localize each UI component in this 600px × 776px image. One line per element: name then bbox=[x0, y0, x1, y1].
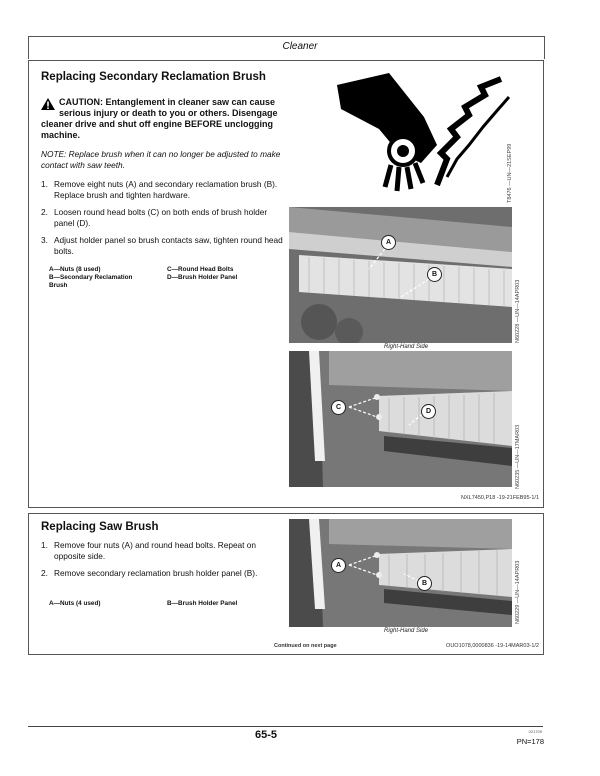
brush-photo-right-hand-side bbox=[289, 207, 512, 343]
legend-item: D—Brush Holder Panel bbox=[167, 274, 238, 281]
brush-panel-photo bbox=[289, 351, 512, 487]
figure-id: N60229 —UN—14APR03 bbox=[515, 560, 521, 624]
continued-notice: Continued on next page bbox=[274, 643, 337, 649]
step-text: Remove eight nuts (A) and secondary reclamation brush (B). Replace brush and tighten hardware. bbox=[54, 179, 278, 200]
page-number: 65-5 bbox=[255, 729, 278, 741]
legend-item: C—Round Head Bolts bbox=[167, 266, 234, 273]
legend-item: B—Brush Holder Panel bbox=[167, 600, 238, 607]
figure-id: T8476 —UN—21SEP99 bbox=[507, 143, 513, 203]
callout-b: B bbox=[417, 576, 432, 591]
saw-brush-photo bbox=[289, 519, 512, 627]
photo-illustration bbox=[289, 351, 512, 487]
step-text: Adjust holder panel so brush contacts saw, tighten round head bolts. bbox=[54, 235, 283, 256]
page-header-title: Cleaner bbox=[282, 41, 318, 52]
steps-list bbox=[41, 540, 285, 586]
footer-rule bbox=[28, 726, 543, 727]
step-item bbox=[41, 179, 285, 200]
footer-code: 021709 bbox=[528, 729, 542, 734]
step-number: 3. bbox=[41, 235, 48, 245]
callout-b: B bbox=[427, 267, 442, 282]
section-saw-brush bbox=[28, 513, 544, 655]
legend-item: A—Nuts (4 used) bbox=[49, 600, 101, 607]
section-secondary-brush bbox=[28, 60, 544, 508]
step-number: 1. bbox=[41, 540, 48, 550]
note-text: NOTE: Replace brush when it can no longer be adjusted to make contact with saw teeth. bbox=[41, 149, 281, 170]
callout-c: C bbox=[331, 400, 346, 415]
step-number: 2. bbox=[41, 207, 48, 217]
caution-block bbox=[41, 97, 285, 141]
legend-item: A—Nuts (8 used) bbox=[49, 266, 101, 273]
photo-illustration bbox=[289, 519, 512, 627]
section-heading: Replacing Saw Brush bbox=[41, 521, 159, 533]
section-heading: Replacing Secondary Reclamation Brush bbox=[41, 71, 266, 83]
step-number: 2. bbox=[41, 568, 48, 578]
warning-icon bbox=[41, 98, 55, 110]
steps-list bbox=[41, 179, 285, 263]
reference-id: OUO1078,0000836 -19-14MAR03-1/2 bbox=[446, 643, 539, 649]
reference-id: NXL7450,P18 -19-21FEB95-1/1 bbox=[461, 495, 539, 501]
callout-a: A bbox=[331, 558, 346, 573]
step-text: Remove four nuts (A) and round head bolts. Repeat on opposite side. bbox=[54, 540, 257, 561]
figure-caption: Right-Hand Side bbox=[384, 344, 429, 350]
photo-illustration bbox=[289, 207, 512, 343]
step-text: Remove secondary reclamation brush holder panel (B). bbox=[54, 568, 258, 578]
step-number: 1. bbox=[41, 179, 48, 189]
pn-number: PN=178 bbox=[516, 737, 544, 746]
legend bbox=[49, 600, 289, 610]
figure-id: N60228 —UN—14APR03 bbox=[515, 279, 521, 343]
callout-a: A bbox=[381, 235, 396, 250]
caution-text: CAUTION: Entanglement in cleaner saw can cause serious injury or death to you or others. Disengage cleaner drive and shut off engine BEFORE unclogging machine. bbox=[41, 97, 278, 140]
step-text: Loosen round head bolts (C) on both ends of brush holder panel (D). bbox=[54, 207, 268, 228]
step-item bbox=[41, 540, 285, 561]
figure-id: N60235 —UN—17MAR03 bbox=[515, 424, 521, 489]
legend bbox=[49, 266, 289, 296]
step-item bbox=[41, 568, 285, 579]
legend-item: B—Secondary Reclamation Brush bbox=[49, 274, 133, 289]
step-item bbox=[41, 235, 285, 256]
callout-d: D bbox=[421, 404, 436, 419]
step-item bbox=[41, 207, 285, 228]
figure-caption: Right-Hand Side bbox=[384, 628, 429, 634]
entanglement-pictogram bbox=[329, 67, 519, 197]
